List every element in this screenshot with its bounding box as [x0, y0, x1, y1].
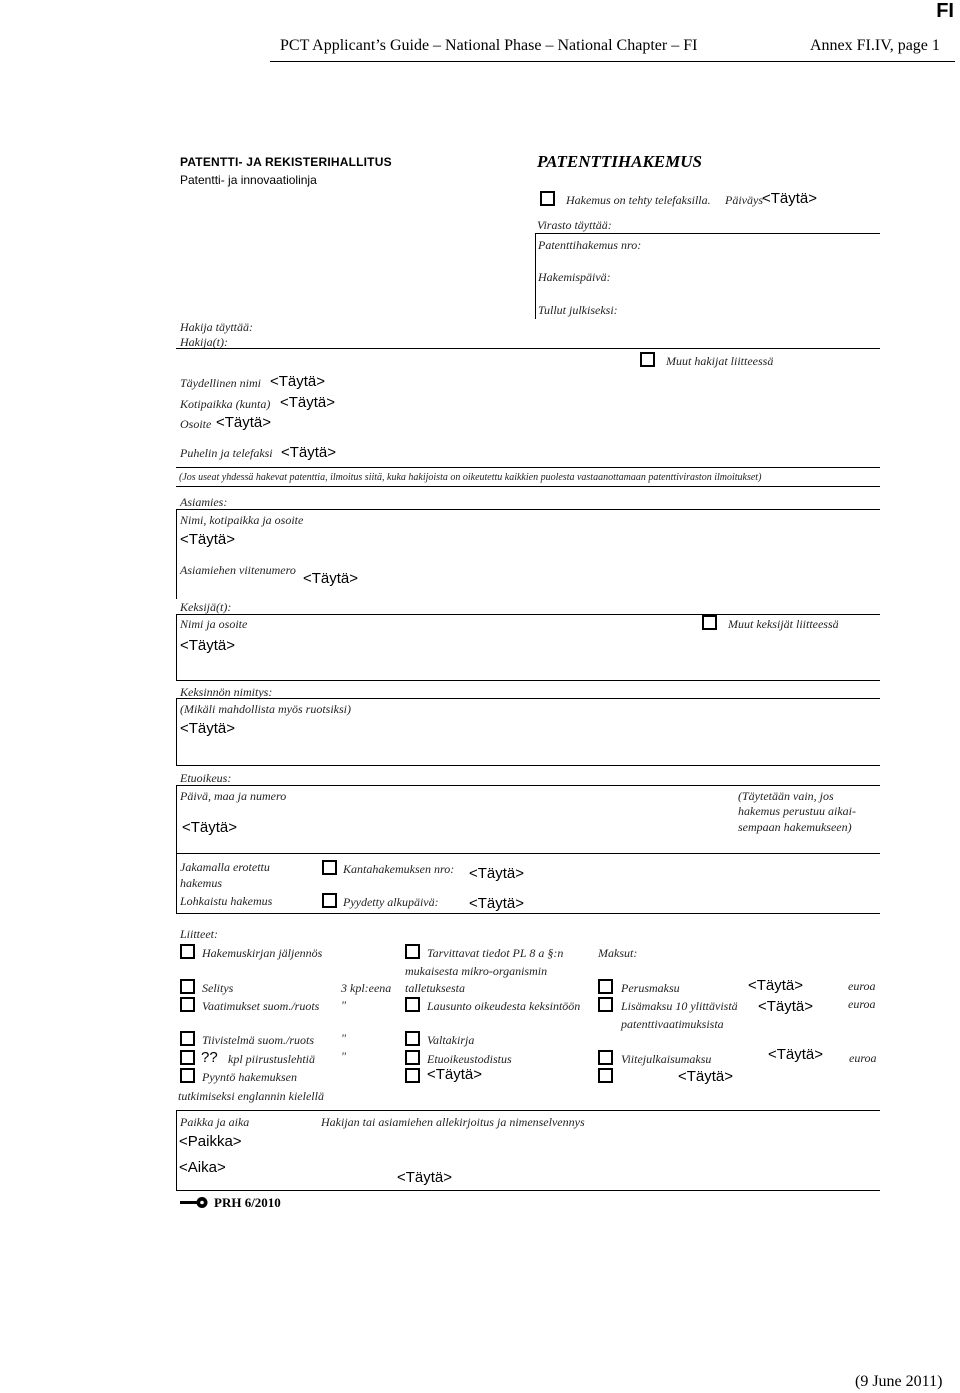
abstract-ditto: "	[341, 1031, 347, 1045]
statement-label: Lausunto oikeudesta keksintöön	[427, 999, 581, 1013]
applicant-section-label: Hakija(t):	[180, 335, 228, 349]
office-box-top	[535, 233, 880, 234]
inventor-section-label: Keksijä(t):	[180, 600, 232, 614]
requested-date-label: Pyydetty alkupäivä:	[343, 895, 439, 909]
basic-fee-label: Perusmaksu	[621, 981, 680, 995]
parent-no-field[interactable]: <Täytä>	[469, 865, 525, 882]
other-fee-checkbox[interactable]	[598, 1068, 613, 1083]
drawings-checkbox[interactable]	[180, 1050, 195, 1065]
priority-doc-label: Etuoikeustodistus	[427, 1052, 512, 1066]
phone-field[interactable]: <Täytä>	[281, 444, 337, 461]
claims-ditto: "	[341, 998, 347, 1012]
requested-date-checkbox[interactable]	[322, 893, 337, 908]
power-label: Valtakirja	[427, 1033, 475, 1047]
invention-box-left	[176, 698, 177, 765]
domicile-field[interactable]: <Täytä>	[280, 394, 336, 411]
extra-fee-label-2: patenttivaatimuksista	[621, 1017, 724, 1031]
office-name: PATENTTI- JA REKISTERIHALLITUS	[180, 155, 392, 169]
signer-field[interactable]: <Täytä>	[397, 1169, 453, 1186]
applicant-box-bottom	[176, 467, 880, 468]
priority-section-label: Etuoikeus:	[180, 771, 232, 785]
drawings-ditto: "	[341, 1049, 347, 1063]
header-rule	[270, 61, 955, 62]
priority-note-2: hakemus perustuu aikai-	[738, 804, 856, 818]
micro-checkbox[interactable]	[405, 944, 420, 959]
drawings-label: kpl piirustuslehtiä	[228, 1052, 315, 1066]
copy-checkbox[interactable]	[180, 944, 195, 959]
applicant-fill-label: Hakija täyttää:	[180, 320, 253, 334]
time-field[interactable]: <Aika>	[179, 1159, 226, 1176]
signature-box-left	[176, 1110, 177, 1190]
other-attachment-field[interactable]: <Täytä>	[427, 1066, 483, 1083]
other-applicants-label: Muut hakijat liitteessä	[666, 354, 774, 368]
header-right: Annex FI.IV, page 1	[810, 37, 940, 54]
separated-label-2: hakemus	[180, 876, 222, 890]
divisional-box-bottom	[176, 913, 880, 914]
form-title: PATENTTIHAKEMUS	[537, 152, 702, 171]
priority-rule	[176, 785, 880, 786]
inventor-name-label: Nimi ja osoite	[180, 617, 248, 631]
other-attachment-checkbox[interactable]	[405, 1068, 420, 1083]
basic-fee-field[interactable]: <Täytä>	[748, 977, 804, 994]
application-no-label: Patenttihakemus nro:	[538, 238, 642, 252]
signature-box-bottom	[176, 1190, 880, 1191]
description-copies: 3 kpl:eena	[341, 981, 392, 995]
micro-label-2: mukaisesta mikro-organismin	[405, 964, 548, 978]
office-box-left	[535, 233, 536, 319]
priority-box-bottom	[176, 853, 880, 854]
place-date-label: Paikka ja aika	[180, 1115, 250, 1129]
date-field[interactable]: <Täytä>	[762, 190, 818, 207]
extra-fee-currency: euroa	[848, 997, 876, 1011]
address-field[interactable]: <Täytä>	[216, 414, 272, 431]
power-checkbox[interactable]	[405, 1031, 420, 1046]
date-label: Päiväys	[725, 193, 763, 207]
filing-date-label: Hakemispäivä:	[538, 270, 611, 284]
attachments-section-label: Liitteet:	[180, 927, 218, 941]
micro-label-3: talletuksesta	[405, 981, 465, 995]
inventor-box-left	[176, 614, 177, 680]
inventor-name-field[interactable]: <Täytä>	[180, 637, 236, 654]
search-label-1: Pyyntö hakemuksen	[202, 1070, 297, 1084]
domicile-label: Kotipaikka (kunta)	[180, 397, 271, 411]
priority-note-1: (Täytetään vain, jos	[738, 789, 834, 803]
separated-label-1: Jakamalla erotettu	[180, 860, 270, 874]
office-unit: Patentti- ja innovaatiolinja	[180, 173, 317, 187]
fax-label: Hakemus on tehty telefaksilla.	[566, 193, 711, 207]
full-name-label: Täydellinen nimi	[180, 376, 261, 390]
agent-ref-field[interactable]: <Täytä>	[303, 570, 359, 587]
extra-fee-checkbox[interactable]	[598, 997, 613, 1012]
claims-checkbox[interactable]	[180, 997, 195, 1012]
applicant-note: (Jos useat yhdessä hakevat patenttia, ilmoitus siitä, kuka hakijoista on oikeutettu kaikkien puolesta vastaanottamaan patenttiviraston ilmoitukset)	[179, 472, 762, 483]
other-inventors-label: Muut keksijät liitteessä	[728, 617, 839, 631]
split-label: Lohkaistu hakemus	[180, 894, 273, 908]
extra-fee-label-1: Lisämaksu 10 ylittävistä	[621, 999, 738, 1013]
agent-name-label: Nimi, kotipaikka ja osoite	[180, 513, 304, 527]
inventor-rule	[176, 614, 880, 615]
place-field[interactable]: <Paikka>	[179, 1133, 242, 1150]
agent-name-field[interactable]: <Täytä>	[180, 531, 236, 548]
other-applicants-checkbox[interactable]	[640, 352, 655, 367]
parent-no-label: Kantahakemuksen nro:	[343, 862, 455, 876]
office-fill-label: Virasto täyttää:	[537, 218, 612, 232]
claims-label: Vaatimukset suom./ruots	[202, 999, 320, 1013]
invention-swedish-note: (Mikäli mahdollista myös ruotsiksi)	[180, 702, 351, 716]
late-fee-checkbox[interactable]	[598, 1050, 613, 1065]
full-name-field[interactable]: <Täytä>	[270, 373, 326, 390]
agent-section-label: Asiamies:	[180, 495, 228, 509]
signer-label: Hakijan tai asiamiehen allekirjoitus ja nimenselvennys	[321, 1115, 585, 1129]
fax-checkbox[interactable]	[540, 191, 555, 206]
invention-box-bottom	[176, 765, 880, 766]
other-fee-field[interactable]: <Täytä>	[678, 1068, 734, 1085]
divisional-box-left	[176, 853, 177, 913]
note-rule	[176, 486, 880, 487]
priority-note-3: sempaan hakemukseen)	[738, 820, 852, 834]
other-inventors-checkbox[interactable]	[702, 615, 717, 630]
priority-field[interactable]: <Täytä>	[182, 819, 238, 836]
country-code: FI	[936, 0, 954, 22]
fees-section-label: Maksut:	[598, 946, 638, 960]
form-code: PRH 6/2010	[214, 1195, 281, 1210]
late-fee-field[interactable]: <Täytä>	[768, 1046, 824, 1063]
invention-rule	[176, 698, 880, 699]
header-left: PCT Applicant’s Guide – National Phase – National Chapter – FI	[280, 37, 698, 54]
phone-label: Puhelin ja telefaksi	[180, 446, 273, 460]
drawings-qty[interactable]: ??	[201, 1049, 218, 1066]
micro-label-1: Tarvittavat tiedot PL 8 a §:n	[427, 946, 564, 960]
search-request-checkbox[interactable]	[180, 1068, 195, 1083]
footer-date: (9 June 2011)	[855, 1373, 943, 1390]
address-label: Osoite	[180, 417, 212, 431]
parent-app-checkbox[interactable]	[322, 860, 337, 875]
description-label: Selitys	[202, 981, 234, 995]
agent-rule	[176, 509, 880, 510]
priority-box-left	[176, 785, 177, 853]
signature-box-top	[176, 1110, 880, 1111]
agent-ref-label: Asiamiehen viitenumero	[180, 563, 296, 577]
abstract-checkbox[interactable]	[180, 1031, 195, 1046]
abstract-label: Tiivistelmä suom./ruots	[202, 1033, 315, 1047]
priority-doc-checkbox[interactable]	[405, 1050, 420, 1065]
copy-label: Hakemuskirjan jäljennös	[202, 946, 323, 960]
basic-fee-currency: euroa	[848, 979, 876, 993]
key-icon	[180, 1195, 210, 1209]
search-label-2: tutkimiseksi englannin kielellä	[178, 1089, 324, 1103]
requested-date-field[interactable]: <Täytä>	[469, 895, 525, 912]
description-checkbox[interactable]	[180, 979, 195, 994]
agent-box-left	[176, 509, 177, 599]
invention-title-field[interactable]: <Täytä>	[180, 720, 236, 737]
extra-fee-field[interactable]: <Täytä>	[758, 998, 814, 1015]
published-label: Tullut julkiseksi:	[538, 303, 618, 317]
statement-checkbox[interactable]	[405, 997, 420, 1012]
late-fee-currency: euroa	[849, 1051, 877, 1065]
basic-fee-checkbox[interactable]	[598, 979, 613, 994]
priority-date-label: Päivä, maa ja numero	[180, 789, 287, 803]
inventor-box-bottom	[176, 680, 880, 681]
late-fee-label: Viitejulkaisumaksu	[621, 1052, 712, 1066]
invention-section-label: Keksinnön nimitys:	[180, 685, 273, 699]
applicant-rule	[176, 348, 880, 349]
